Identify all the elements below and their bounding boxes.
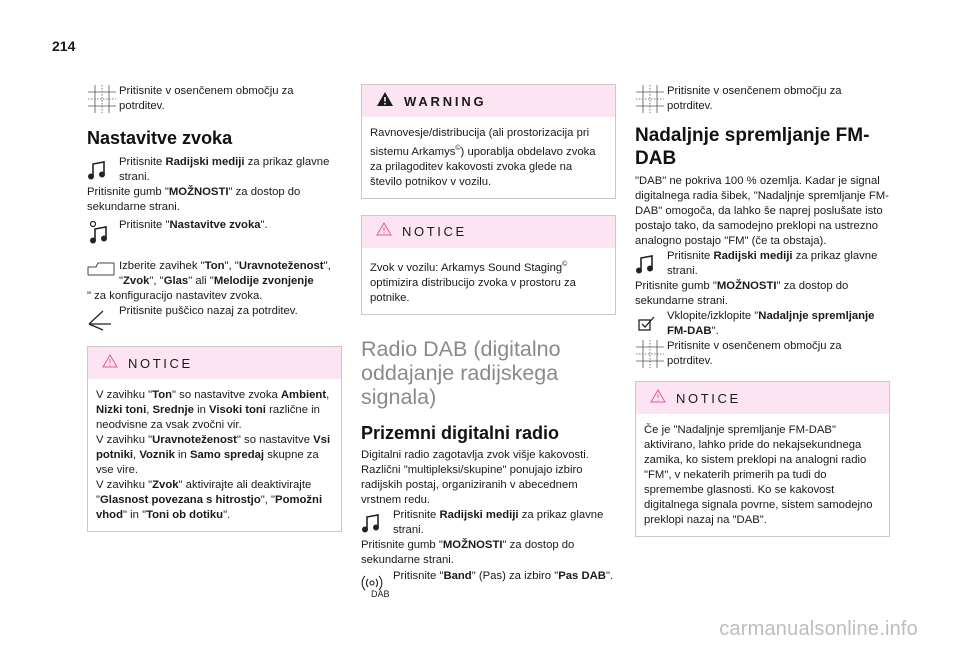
warning-triangle-icon	[650, 389, 666, 408]
notice-title: NOTICE	[676, 390, 741, 406]
notice-body	[88, 379, 341, 531]
t: ".	[605, 569, 614, 582]
instruction-confirm	[87, 84, 342, 114]
warning-body	[362, 117, 615, 198]
warning-title: WARNING	[404, 93, 487, 109]
text: Izberite zavihek "	[119, 260, 205, 272]
t: za prikaz glavne strani.	[393, 508, 604, 536]
column-3	[635, 84, 890, 537]
music-note-icon	[635, 249, 667, 279]
tb: MOŽNOSTI	[716, 280, 777, 292]
t: Pritisnite	[393, 508, 440, 521]
confirm-text: Pritisnite v osenčenem območju za potrditev.	[119, 85, 294, 112]
t: " (Pas) za izbiro "	[471, 569, 559, 582]
notice-title: NOTICE	[402, 224, 467, 240]
t: Pritisnite gumb "	[635, 280, 717, 292]
warning-triangle-icon	[376, 222, 392, 241]
text-bold: Uravnoteženost	[238, 260, 324, 272]
tb: MOŽNOSTI	[442, 538, 503, 551]
tb: Radijski mediji	[439, 508, 519, 521]
back-arrow-icon	[87, 304, 119, 332]
t: ,	[146, 404, 153, 416]
warning-filled-icon	[376, 91, 394, 112]
t: optimizira distribucijo zvoka v prostoru za potnike.	[370, 276, 576, 304]
music-note-icon	[87, 155, 119, 185]
fm-dab-paragraph: "DAB" ne pokriva 100 % ozemlja. Kadar je signal digitalnega radia šibek, "Nadaljnje spremljanje FM-DAB" omogoča, da lahko še naprej poslušate isto postajo tako, da samodejno preklopi na ustrezno analogno postajo "FM" (če ta obstaja).	[635, 175, 889, 247]
section-title-dab: Radio DAB (digitalno oddajanje radijskega signala)	[361, 336, 561, 409]
checkbox-icon	[635, 309, 667, 339]
t: Pritisnite	[667, 250, 714, 262]
notice-box	[87, 346, 342, 532]
warning-header	[362, 85, 615, 117]
t: in	[174, 449, 190, 461]
text: za prikaz glavne strani.	[119, 156, 330, 183]
text: Pritisnite	[119, 156, 166, 168]
t: ".	[711, 325, 719, 337]
tb: Nadaljnje spremljanje FM-DAB	[667, 310, 875, 337]
music-note-icon	[361, 508, 393, 538]
t: " so nastavitve	[236, 434, 314, 446]
t: in	[193, 404, 210, 416]
t: ", "	[260, 494, 276, 506]
watermark: carmanualsonline.info	[719, 618, 918, 640]
t: Zvok v vozilu: Arkamys Sound Staging	[370, 261, 563, 274]
text: " za dostop do sekundarne strani.	[87, 186, 301, 213]
text-bold: Nastavitve zvoka	[169, 219, 261, 231]
text-bold: Zvok	[123, 275, 150, 287]
notice-body	[362, 248, 615, 314]
notice-header	[88, 347, 341, 379]
t: ".	[223, 509, 231, 521]
t: " in "	[123, 509, 147, 521]
step-sound-settings	[87, 217, 342, 247]
heading-sound-settings: Nastavitve zvoka	[87, 128, 233, 148]
t: " aktivirajte ali deaktivirajte "	[96, 479, 312, 506]
t: V zavihku "	[96, 479, 153, 491]
shaded-area-icon	[635, 84, 667, 114]
copyright-mark: ©	[562, 260, 568, 268]
tab-icon	[87, 259, 119, 279]
text: ", "	[119, 260, 331, 287]
step-band	[361, 569, 616, 599]
tb: Radijski mediji	[713, 250, 793, 262]
t: skupne za vse vire.	[96, 449, 319, 476]
tb: Visoki toni	[209, 404, 266, 416]
heading-digital-radio: Prizemni digitalni radio	[361, 422, 560, 443]
t: " za dostop do sekundarne strani.	[361, 538, 575, 566]
instruction-confirm	[635, 84, 890, 114]
tb: Uravnoteženost	[152, 434, 237, 446]
notice-body: Če je "Nadaljnje spremljanje FM-DAB" aktivirano, lahko pride do nekajsekundnega zamika, ko sistem preklopi na analogni radio "FM", v nekaterih primerih pa tudi do spremembe glasnosti. Ko se kakovost digitalnega signala povrne, sistem samodejno preklopi nazaj na "DAB".	[644, 424, 873, 526]
t: ,	[133, 449, 140, 461]
confirm-text: Pritisnite v osenčenem območju za potrditev.	[667, 85, 842, 112]
text-bold: Glas	[163, 275, 189, 287]
t: Vklopite/izklopite "	[667, 310, 759, 322]
text: Pritisnite gumb "	[87, 186, 169, 198]
intro-paragraph: Digitalni radio zagotavlja zvok višje kakovosti. Različni "multipleksi/skupine" ponujajo izbiro radijskih postaj, organiziranih v abecednem vrstnem redu.	[361, 448, 589, 506]
tb: Ambient	[280, 389, 327, 401]
confirm-text: Pritisnite v osenčenem območju za potrditev.	[667, 340, 842, 367]
shaded-area-icon	[635, 339, 667, 369]
tb: Ton	[152, 389, 173, 401]
step-radio-media	[87, 155, 342, 185]
tb: Srednje	[152, 404, 194, 416]
notice-box	[361, 215, 616, 315]
tb: Pas DAB	[558, 569, 606, 582]
column-1	[87, 84, 342, 532]
step-back-arrow	[87, 304, 342, 332]
heading-fm-dab: Nadaljnje spremljanje FM-DAB	[635, 125, 870, 169]
shaded-area-icon	[87, 84, 119, 114]
notice-header	[636, 382, 889, 414]
tb: Glasnost povezana s hitrostjo	[100, 494, 261, 506]
text-bold: Ton	[204, 260, 225, 272]
t: V zavihku "	[96, 389, 153, 401]
step-radio-media	[635, 249, 890, 279]
step-toggle-fm-dab	[635, 309, 890, 339]
t: za prikaz glavne strani.	[667, 250, 878, 277]
instruction-confirm-2	[635, 339, 890, 369]
text: ", "	[224, 260, 239, 272]
t: V zavihku "	[96, 434, 153, 446]
notice-header	[362, 216, 615, 248]
sound-settings-icon	[87, 217, 119, 247]
notice-box	[635, 381, 890, 537]
dab-radio-icon	[361, 569, 393, 599]
text-bold: Radijski mediji	[165, 156, 245, 168]
t: ,	[326, 389, 330, 401]
column-2	[361, 84, 616, 599]
dab-icon-label: DAB	[371, 588, 390, 598]
t: Ravnovesje/distribucija (ali prostorizacija pri sistemu Arkamys	[370, 127, 590, 158]
warning-box	[361, 84, 616, 199]
text: ".	[260, 219, 268, 231]
t: " so nastavitve zvoka	[172, 389, 281, 401]
tb: Zvok	[152, 479, 179, 491]
warning-triangle-icon	[102, 354, 118, 373]
tb: Pomožni vhod	[96, 494, 323, 521]
text-bold: Melodije zvonjenje	[213, 275, 314, 287]
tb: Toni ob dotiku	[146, 509, 224, 521]
tb: Vsi potniki	[96, 434, 331, 461]
step-radio-media	[361, 508, 616, 538]
tb: Band	[443, 569, 472, 582]
t: različne in neodvisne za vsak zvočni vir.	[96, 404, 320, 431]
tb: Voznik	[139, 449, 175, 461]
copyright-mark: ©	[455, 145, 461, 152]
t: Pritisnite "	[393, 569, 444, 582]
text: " za konfiguracijo nastavitev zvoka.	[87, 290, 263, 302]
page-number: 214	[52, 38, 76, 54]
t: ) uporablja obdelavo zvoka za prilagoditev kakovosti zvoka glede na število potnikov v vozilu.	[370, 145, 596, 188]
text: ", "	[149, 275, 164, 287]
text-bold: MOŽNOSTI	[168, 186, 229, 198]
t: " za dostop do sekundarne strani.	[635, 280, 849, 307]
text: Pritisnite puščico nazaj za potrditev.	[119, 305, 298, 317]
step-select-tab	[87, 259, 342, 289]
text: Pritisnite "	[119, 219, 170, 231]
tb: Samo spredaj	[189, 449, 265, 461]
notice-title: NOTICE	[128, 355, 193, 371]
tb: Nizki toni	[96, 404, 147, 416]
text: " ali "	[188, 275, 214, 287]
t: Pritisnite gumb "	[361, 538, 443, 551]
